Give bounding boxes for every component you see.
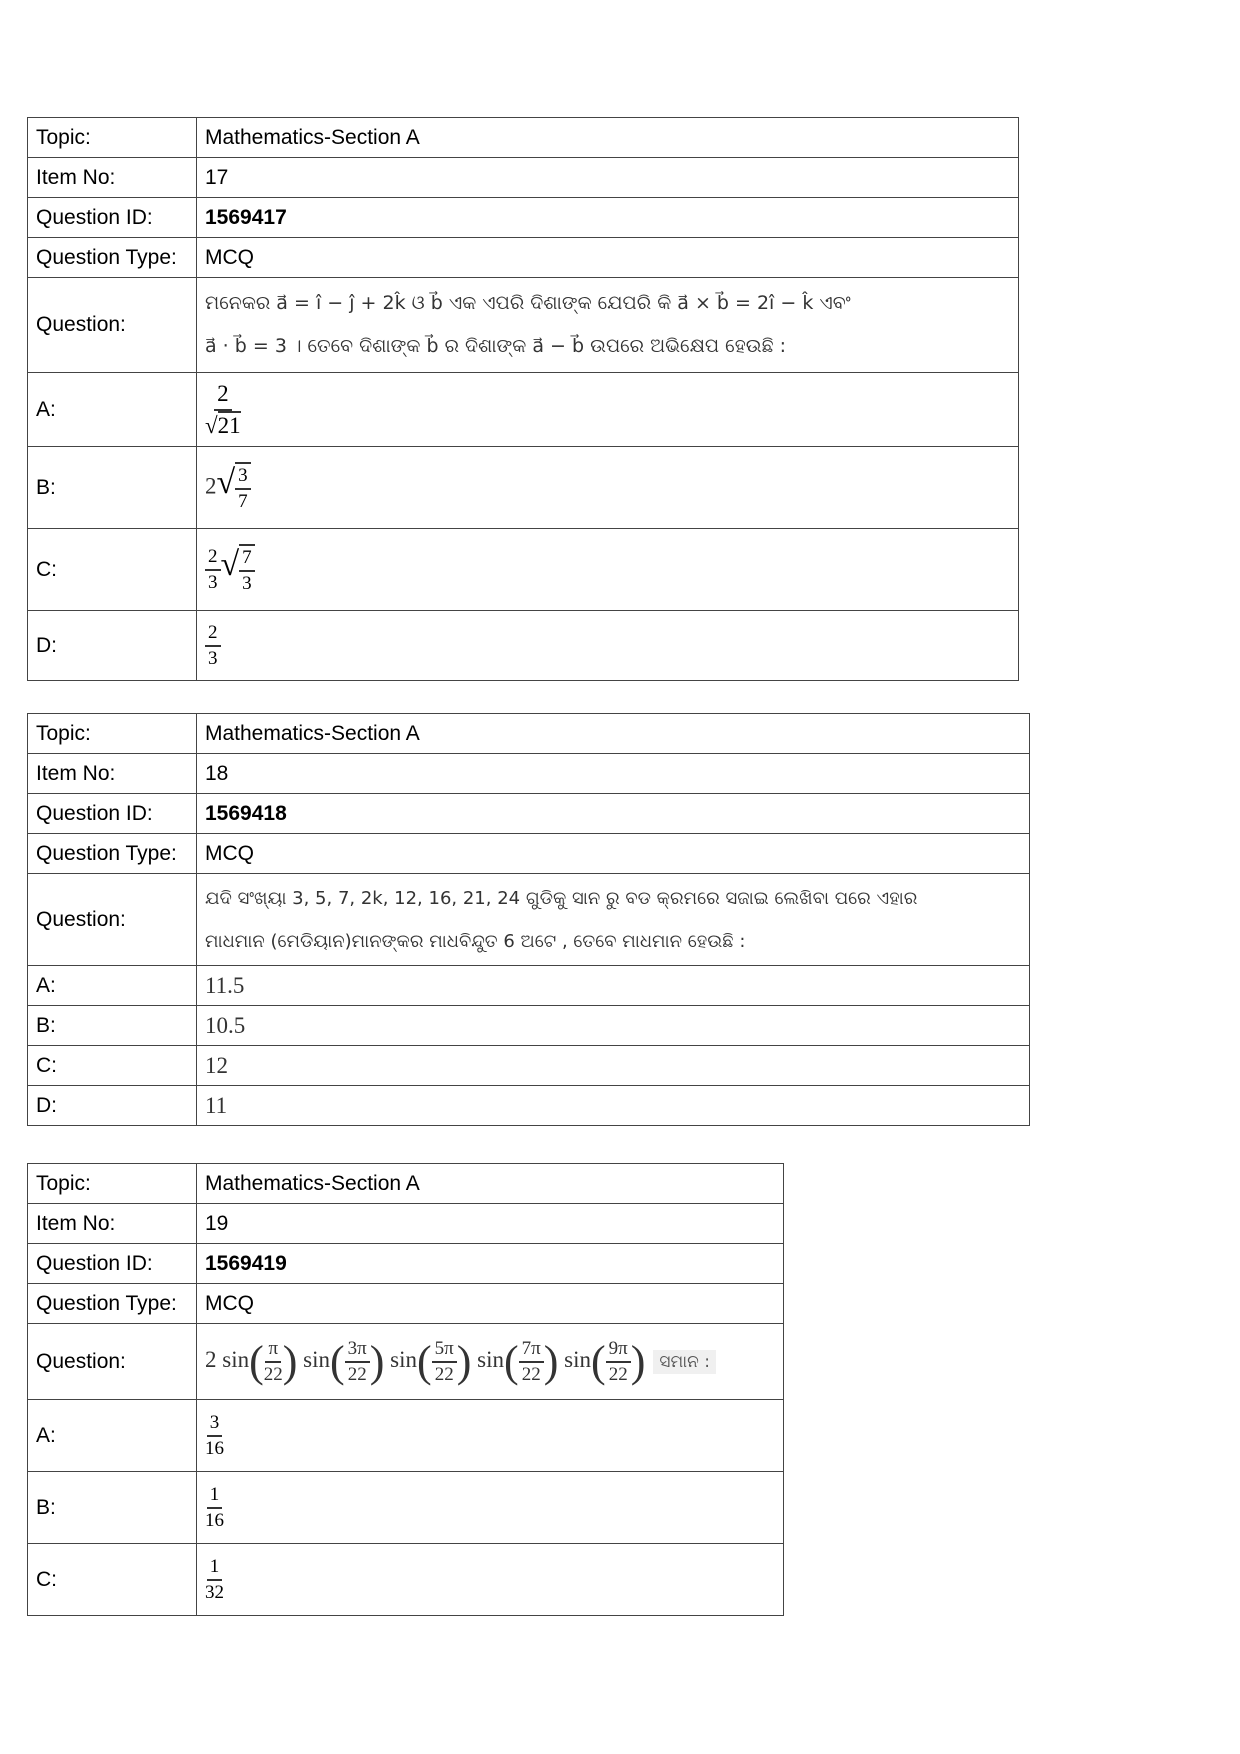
option-b-value: 2√ $\frac{3}{7}$ [197,447,1019,529]
item-no-value: 18 [197,754,1030,794]
question-id-label: Question ID: [28,198,197,238]
option-a-value [197,1400,784,1472]
square-root: √ $\frac{3}{7}$ [217,462,251,514]
topic-value: Mathematics-Section A [197,714,1030,754]
option-a-label: A: [28,966,197,1006]
option-b-value [197,1472,784,1544]
topic-label: Topic: [28,714,197,754]
fraction: $\frac{3}{16}$ [205,1411,224,1459]
option-a-value [197,373,1019,447]
question-text: 2 sin( $\frac{\pi}{22}$ ) sin( $\frac{3\pi}{22}$ ) sin( $\frac{5\pi}{22}$ ) sin( $\frac{7\pi}{22}$ ) sin( $\frac{9\pi}{22}$ ) ସମାନ : [197,1324,784,1400]
fraction: $\frac{1}{32}$ [205,1555,224,1603]
fraction: $\frac{2}{√21}$ [205,380,241,438]
option-d-label: D: [28,1086,197,1126]
option-c-value: 12 [197,1046,1030,1086]
question-19-table [27,1163,784,1616]
option-d-label: D: [28,611,197,681]
option-c-label: C: [28,1544,197,1616]
topic-label: Topic: [28,1164,197,1204]
question-line-1: ଯଦି ସଂଖ୍ୟା 3, 5, 7, 2k, 12, 16, 21, 24 ଗୁଡିକୁ ସାନ ରୁ ବଡ କ୍ରମରେ ସଜାଇ ଲେଖିବା ପରେ ଏହାର [205,887,918,909]
option-b-value: 10.5 [197,1006,1030,1046]
item-no-value: 17 [197,158,1019,198]
question-type-value: MCQ [197,834,1030,874]
question-label: Question: [28,278,197,373]
option-d-value [197,611,1019,681]
option-b-label: B: [28,1006,197,1046]
topic-value: Mathematics-Section A [197,1164,784,1204]
option-c-value [197,1544,784,1616]
fraction: $\frac{2}{3}$ [205,621,221,671]
square-root: √ $\frac{7}{3}$ [221,544,255,596]
question-id-label: Question ID: [28,1244,197,1284]
question-id-label: Question ID: [28,794,197,834]
question-label: Question: [28,1324,197,1400]
question-id-value: 1569418 [197,794,1030,834]
item-no-value: 19 [197,1204,784,1244]
item-no-label: Item No: [28,754,197,794]
question-type-label: Question Type: [28,1284,197,1324]
option-a-label: A: [28,373,197,447]
question-17-table [27,117,1019,681]
option-d-value: 11 [197,1086,1030,1126]
item-no-label: Item No: [28,158,197,198]
option-b-label: B: [28,1472,197,1544]
fraction: $\frac{1}{16}$ [205,1483,224,1531]
topic-label: Topic: [28,118,197,158]
question-id-value: 1569417 [197,198,1019,238]
question-text [197,874,1030,966]
fraction: $\frac{2}{3}$ [205,545,221,595]
question-text [197,278,1019,373]
question-id-value: 1569419 [197,1244,784,1284]
question-type-value: MCQ [197,238,1019,278]
question-type-value: MCQ [197,1284,784,1324]
question-18-table [27,713,1030,1126]
option-c-label: C: [28,529,197,611]
option-b-label: B: [28,447,197,529]
question-type-label: Question Type: [28,238,197,278]
option-c-label: C: [28,1046,197,1086]
option-a-value: 11.5 [197,966,1030,1006]
option-c-value [197,529,1019,611]
topic-value: Mathematics-Section A [197,118,1019,158]
equals-word: ସମାନ : [653,1350,716,1374]
option-a-label: A: [28,1400,197,1472]
question-line-2: a⃗ · b⃗ = 3 । ତେବେ ଦିଶାଙ୍କ b⃗ ର ଦିଶାଙ୍କ a⃗ − b⃗ ଉପରେ ଅଭିକ୍ଷେପ ହେଉଛି : [205,335,787,357]
question-label: Question: [28,874,197,966]
item-no-label: Item No: [28,1204,197,1244]
question-line-2: ମାଧମାନ (ମେଡିୟାନ)ମାନଙ୍କର ମାଧବିନ୍ଦୁତ 6 ଅଟେ , ତେବେ ମାଧମାନ ହେଉଛି : [205,930,746,952]
question-type-label: Question Type: [28,834,197,874]
question-line-1: ମନେକର a⃗ = î − ĵ + 2k̂ ଓ b⃗ ଏକ ଏପରି ଦିଶାଙ୍କ ଯେପରି କି a⃗ × b⃗ = 2î − k̂ ଏବଂ [205,292,851,314]
